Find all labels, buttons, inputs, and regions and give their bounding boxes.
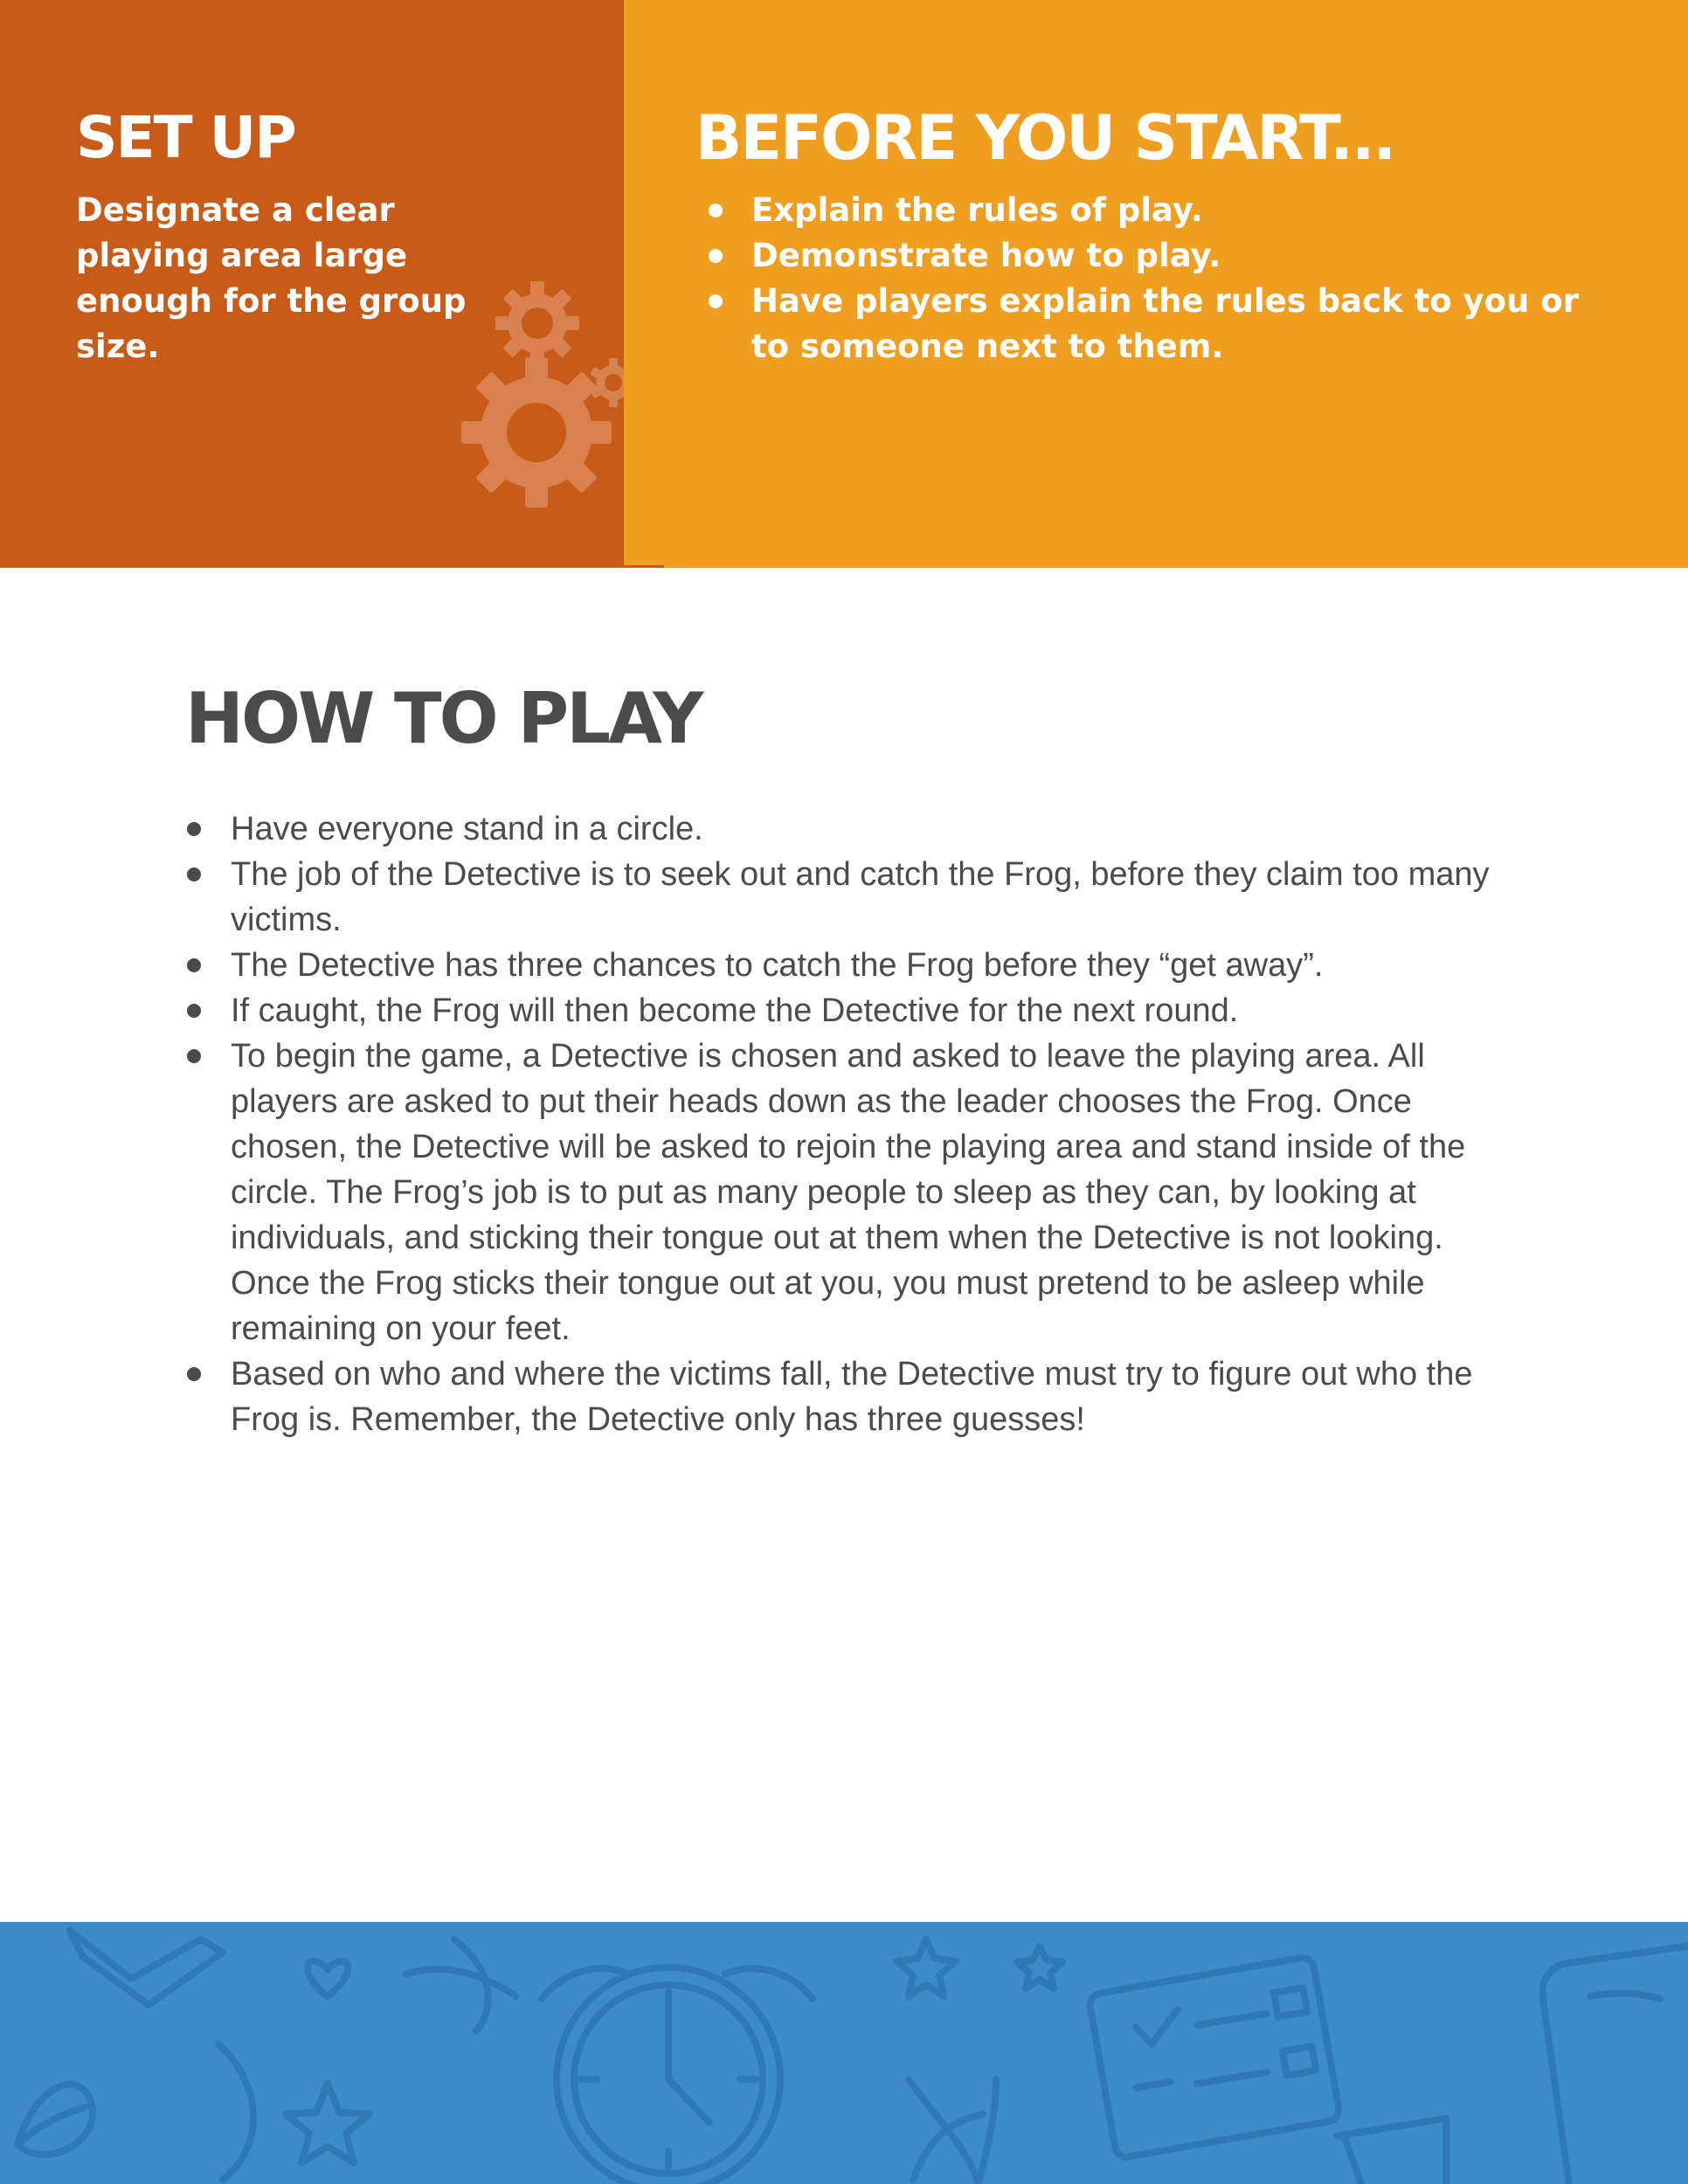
how-to-play-item [231,1351,1506,1442]
bullet-icon [709,249,723,263]
setup-panel [0,0,624,568]
how-to-play-item-text: The Detective has three chances to catch the Frog before they “get away”. [231,947,1324,984]
setup-text: Designate a clear playing area large enough for the group size. [76,191,467,365]
bullet-icon [187,958,201,972]
how-to-play-list [231,806,1506,1442]
before-you-start-item [751,279,1625,370]
before-you-start-item-text: Demonstrate how to play. [751,237,1221,274]
sparkle-icon [896,1939,956,1996]
how-to-play-item [231,1033,1506,1351]
curve-icon [218,2044,253,2180]
sprout-icon [909,2079,996,2184]
small-star-icon [1017,1946,1062,1988]
sketch-icon [406,1939,515,2031]
heart-icon [308,1961,348,1996]
bullet-icon [187,1049,201,1063]
how-to-play-item-text: Based on who and where the victims fall, the Detective must try to figure out who the Frog is. Remember, the Detective only has three guesses! [231,1356,1473,1438]
pencil-icon [70,1931,223,2005]
tablet-icon [1539,1940,1688,2184]
wooden-sign-icon [1337,2118,1446,2184]
star-icon [286,2084,370,2163]
how-to-play-item-text: Have everyone stand in a circle. [231,811,703,847]
before-you-start-item [751,233,1625,279]
gears-icon [437,262,624,524]
bullet-icon [187,1367,201,1381]
how-to-play-item [231,988,1506,1033]
footer-pattern-band [0,1922,1688,2184]
bullet-icon [709,294,723,308]
how-to-play-item-text: The job of the Detective is to seek out and catch the Frog, before they claim too many victims. [231,856,1490,938]
before-you-start-item-text: Have players explain the rules back to you or to someone next to them. [751,282,1579,365]
before-you-start-list [751,188,1625,370]
bullet-icon [187,1004,201,1018]
bullet-icon [709,204,723,218]
how-to-play-item [231,806,1506,852]
bullet-icon [187,867,201,881]
how-to-play-title: HOW TO PLAY [185,678,702,759]
panel-divider [624,565,664,568]
leaf-icon [17,2084,93,2154]
how-to-play-item-text: To begin the game, a Detective is chosen and asked to leave the playing area. All players are asked to put their heads down as the leader chooses the Frog. Once chosen, the Detective will be asked to rejoin the playing area and stand inside of the circle. The Frog’s job is to put as many people to sleep as they can, by looking at individuals, and sticking their tongue out at them when the Detective is not looking. Once the Frog sticks their tongue out at you, you must pretend to be asleep while remaining on your feet. [231,1038,1466,1347]
bullet-icon [187,822,201,836]
setup-title: SET UP [76,104,295,171]
footer-doodle-pattern [0,1922,1688,2184]
how-to-play-item [231,943,1506,988]
how-to-play-item-text: If caught, the Frog will then become the Detective for the next round. [231,992,1239,1029]
before-you-start-title: BEFORE YOU START... [695,102,1395,174]
before-you-start-item [751,188,1625,233]
how-to-play-item [231,852,1506,943]
before-you-start-item-text: Explain the rules of play. [751,191,1203,229]
